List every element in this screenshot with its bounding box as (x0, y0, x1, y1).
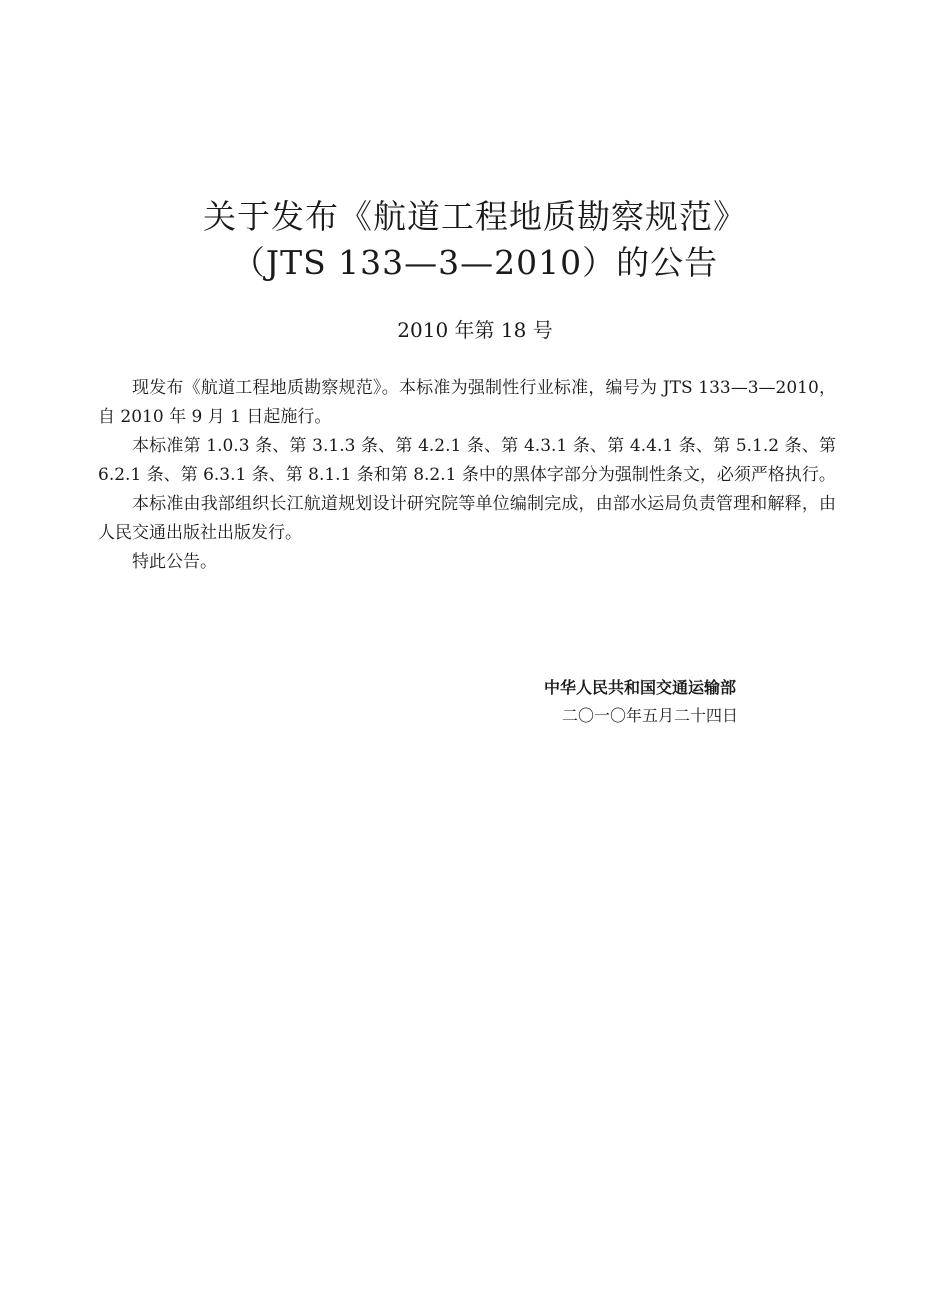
body-paragraph-publication: 现发布《航道工程地质勘察规范》。本标准为强制性行业标准，编号为 JTS 133—3—2010，自 2010 年 9 月 1 日起施行。 (98, 378, 836, 427)
announcement-title-line-2: （JTS 133—3—2010）的公告 (231, 243, 719, 282)
announcement-title-line-1: 关于发布《航道工程地质勘察规范》 (203, 197, 747, 236)
issuing-organization: 中华人民共和国交通运输部 (544, 678, 737, 697)
body-paragraph-mandatory-clauses: 本标准第 1.0.3 条、第 3.1.3 条、第 4.2.1 条、第 4.3.1 条、第 4.4.1 条、第 5.1.2 条、第 6.2.1 条、第 6.3.1 条、第 8.1.1 条和第 8.2.1 条中的黑体字部分为强制性条文，必须严格执行。 (98, 436, 836, 485)
body-paragraph-closing: 特此公告。 (132, 552, 217, 572)
announcement-body (98, 374, 836, 577)
document-number: 2010 年第 18 号 (397, 318, 553, 342)
issue-date: 二〇一〇年五月二十四日 (562, 706, 739, 725)
signature-block (544, 674, 844, 730)
body-paragraph-compilation: 本标准由我部组织长江航道规划设计研究院等单位编制完成，由部水运局负责管理和解释，由人民交通出版社出版发行。 (98, 494, 836, 543)
